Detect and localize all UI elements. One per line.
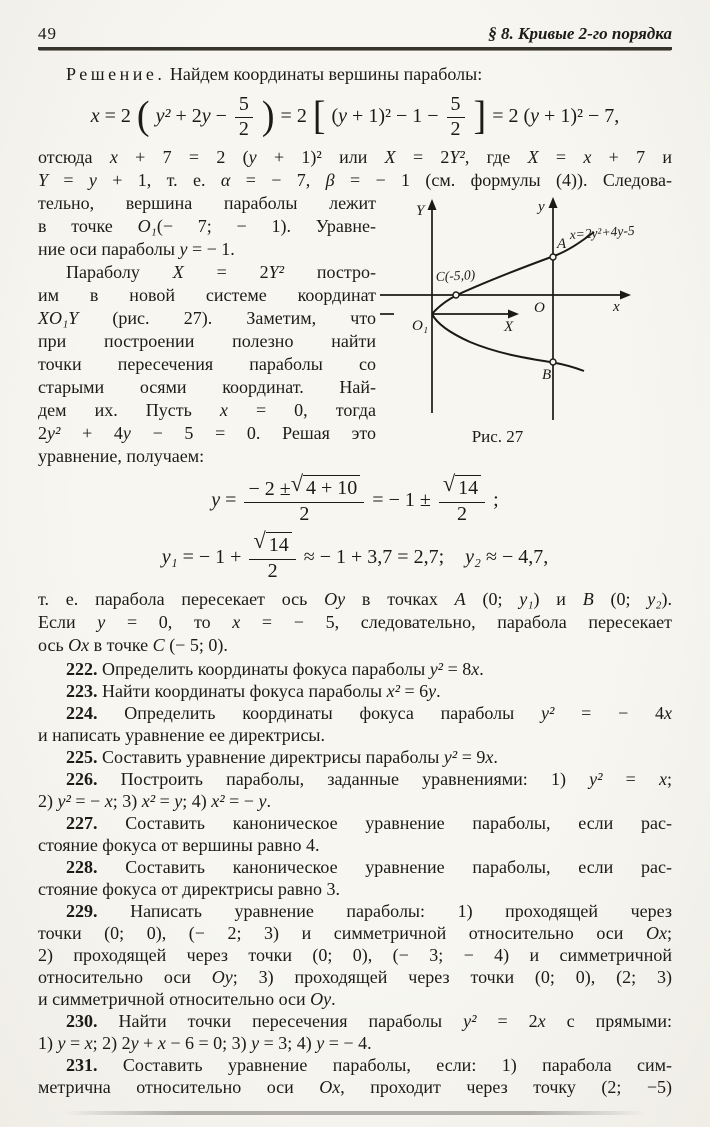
problem-line: 231. Составить уравнение параболы, если: 1) парабола сим- <box>66 1055 672 1075</box>
fraction-denominator: 2 <box>238 118 249 140</box>
text-line: 2y² + 4y − 5 = 0. Решая это <box>38 423 376 443</box>
point-C <box>453 292 459 298</box>
text-line: точки пересечения параболы со <box>38 354 376 374</box>
problem-line: 228. Составить каноническое уравнение параболы, если рас- <box>66 857 672 877</box>
radicand: 14 <box>266 532 292 558</box>
label-Y: Y <box>416 203 425 219</box>
label-O1: O₁ <box>412 318 429 334</box>
radical-sign: √ <box>253 528 266 553</box>
arrowhead-x <box>620 291 631 300</box>
header-rule <box>38 47 672 50</box>
fraction-denominator: 2 <box>456 503 467 525</box>
label-X: X <box>504 319 514 335</box>
radicand: 4 + 10 <box>303 475 360 501</box>
paren-right: ) <box>261 94 275 139</box>
formula-term: y = <box>211 488 237 511</box>
text-line: Если y = 0, то x = − 5, следовательно, парабола пересекает <box>38 612 673 632</box>
formula-term: y² + 2y − <box>155 105 227 127</box>
formula-term: = − 1 ± <box>372 488 431 511</box>
problem-line: 227. Составить каноническое уравнение параболы, если рас- <box>66 813 672 833</box>
text-line: тельно, вершина параболы лежит <box>38 193 376 213</box>
paragraph-conclusion <box>38 588 672 657</box>
radical-sign: √ <box>290 471 304 496</box>
problem-number: 230. <box>66 1011 98 1031</box>
formula-term: y₂ ≈ − 4,7, <box>465 545 549 568</box>
fraction-numerator <box>249 528 295 560</box>
text-line: XO₁Y (рис. 27). Заметим, что <box>38 308 376 328</box>
fraction <box>244 471 364 525</box>
label-curve-equation: x=2y²+4y-5 <box>569 222 636 243</box>
fraction-denominator: 2 <box>450 118 461 140</box>
page-header <box>38 24 672 44</box>
formula-term: y₁ = − 1 + <box>161 545 242 568</box>
problem-line: 226. Построить параболы, заданные уравнениями: 1) y² = x; <box>66 769 672 789</box>
figure-27 <box>380 195 672 423</box>
text-line: уравнение, получаем: <box>38 446 205 466</box>
text-line: дем их. Пусть x = 0, тогда <box>38 400 376 420</box>
formula-term: ; <box>493 488 499 511</box>
fraction-numerator: 5 <box>447 93 465 118</box>
radical <box>290 471 361 501</box>
problem-224 <box>38 702 672 746</box>
fraction <box>249 528 295 582</box>
problem-229 <box>38 900 672 1010</box>
label-O: O <box>534 300 545 316</box>
section-title: § 8. Кривые 2-го порядка <box>488 24 672 43</box>
problem-line: и написать уравнение ее директрисы. <box>38 725 326 745</box>
text-line: в точке O₁(− 7; − 1). Уравне- <box>38 216 376 236</box>
problem-line: метрична относительно оси Ox, проходит через точку (2; −5) <box>38 1077 672 1097</box>
problem-222 <box>38 658 672 680</box>
text-line: ось Ox в точке C (− 5; 0). <box>38 635 228 655</box>
problem-line: точки (0; 0), (− 2; 3) и симметричной относительно оси Ox; <box>38 923 672 943</box>
problem-line: 224. Определить координаты фокуса параболы y² = − 4x <box>66 703 672 723</box>
formula-term: = 2 (y + 1)² − 7, <box>492 105 620 127</box>
fraction <box>439 471 485 525</box>
problem-line: 230. Найти точки пересечения параболы y² = 2x с прямыми: <box>66 1011 673 1031</box>
parabola-diagram <box>380 195 672 423</box>
problem-230 <box>38 1010 672 1054</box>
bracket-right: ] <box>473 94 487 139</box>
problem-227 <box>38 812 672 856</box>
problem-line: стояние фокуса от директрисы равно 3. <box>38 879 341 899</box>
page-number: 49 <box>38 24 57 43</box>
problem-228 <box>38 856 672 900</box>
text-line: Y = y + 1, т. е. α = − 7, β = − 1 (см. формулы (4)). Следова- <box>38 170 672 190</box>
formula-roots-values <box>38 528 672 582</box>
problem-line: 222. Определить координаты фокуса параболы y² = 8x. <box>66 659 484 679</box>
figure-caption: Рис. 27 <box>471 427 524 446</box>
narrow-text-column <box>38 192 376 468</box>
fraction <box>447 93 465 140</box>
radical <box>442 471 481 501</box>
problem-line: 2) y² = − x; 3) x² = y; 4) x² = − y. <box>38 791 271 811</box>
fraction-denominator: 2 <box>299 503 310 525</box>
text-line: т. е. парабола пересекает ось Oy в точках A (0; y₁) и B (0; y₂). <box>38 589 672 609</box>
text-line: при построении полезно найти <box>38 331 376 351</box>
problem-number: 223. <box>66 681 98 701</box>
formula-term: − 2 ± <box>248 478 291 500</box>
problem-225 <box>38 746 672 768</box>
bracket-left: [ <box>312 94 326 139</box>
problem-line: относительно оси Oy; 3) проходящей через точки (0; 0), (2; 3) <box>38 967 672 987</box>
problem-line: стояние фокуса от вершины равно 4. <box>38 835 320 855</box>
problem-number: 222. <box>66 659 98 679</box>
problem-line: 225. Составить уравнение директрисы параболы y² = 9x. <box>66 747 498 767</box>
text-line: им в новой системе координат <box>38 285 376 305</box>
problems-list <box>38 658 672 1098</box>
problem-number: 224. <box>66 703 98 723</box>
radical <box>253 528 291 558</box>
paragraph-substitution <box>38 146 672 192</box>
problem-223 <box>38 680 672 702</box>
formula-term: ≈ − 1 + 3,7 = 2,7; <box>303 545 445 568</box>
problem-number: 228. <box>66 857 98 877</box>
paren-left: ( <box>136 94 150 139</box>
fraction-numerator <box>439 471 485 503</box>
radicand: 14 <box>455 475 481 501</box>
problem-226 <box>38 768 672 812</box>
problem-line: 2) проходящей через точки (0; 0), (− 3; − 4) и симметричной <box>38 945 672 965</box>
problem-line: 229. Написать уравнение параболы: 1) проходящей через <box>66 901 672 921</box>
problem-line: 1) y = x; 2) 2y + x − 6 = 0; 3) y = 3; 4) y = − 4. <box>38 1033 372 1053</box>
label-B: B <box>542 367 552 383</box>
fraction-denominator: 2 <box>267 560 278 582</box>
two-column-block <box>38 192 672 468</box>
problem-number: 231. <box>66 1055 98 1075</box>
point-A <box>550 254 556 260</box>
problem-number: 226. <box>66 769 98 789</box>
text-line: старыми осями координат. Най- <box>38 377 376 397</box>
problem-231 <box>38 1054 672 1098</box>
arrowhead-X <box>508 310 519 319</box>
label-C: C(-5,0) <box>435 267 476 285</box>
text-line: отсюда x + 7 = 2 (y + 1)² или X = 2Y², где X = x + 7 и <box>38 147 673 167</box>
problem-number: 227. <box>66 813 98 833</box>
formula-term: (y + 1)² − 1 − <box>331 105 439 127</box>
problem-line: 223. Найти координаты фокуса параболы x² = 6y. <box>66 681 441 701</box>
label-x: x <box>613 299 620 315</box>
problem-line: и симметричной относительно оси Oy. <box>38 989 336 1009</box>
figure-column <box>376 192 672 468</box>
fraction-numerator <box>244 471 364 503</box>
formula-term: x = 2 <box>90 105 131 127</box>
radical-sign: √ <box>442 471 456 496</box>
fraction <box>235 93 253 140</box>
label-y: y <box>538 199 545 215</box>
scan-artifact <box>64 1111 646 1115</box>
solution-lead: Решение. <box>66 64 166 84</box>
formula-term: = 2 <box>280 105 307 127</box>
label-A: A <box>557 236 567 252</box>
formula-roots <box>38 471 672 525</box>
text-line: ние оси параболы y = − 1. <box>38 239 235 259</box>
problem-number: 225. <box>66 747 98 767</box>
formula-vertex <box>38 93 672 140</box>
solution-lead-rest: Найдем координаты вершины параболы: <box>169 64 483 84</box>
text-line: Параболу X = 2Y² постро- <box>66 262 376 282</box>
arrowhead-Y <box>428 199 437 210</box>
problem-number: 229. <box>66 901 98 921</box>
solution-paragraph <box>38 62 672 86</box>
arrowhead-y <box>549 197 558 208</box>
point-B <box>550 359 556 365</box>
fraction-numerator: 5 <box>235 93 253 118</box>
